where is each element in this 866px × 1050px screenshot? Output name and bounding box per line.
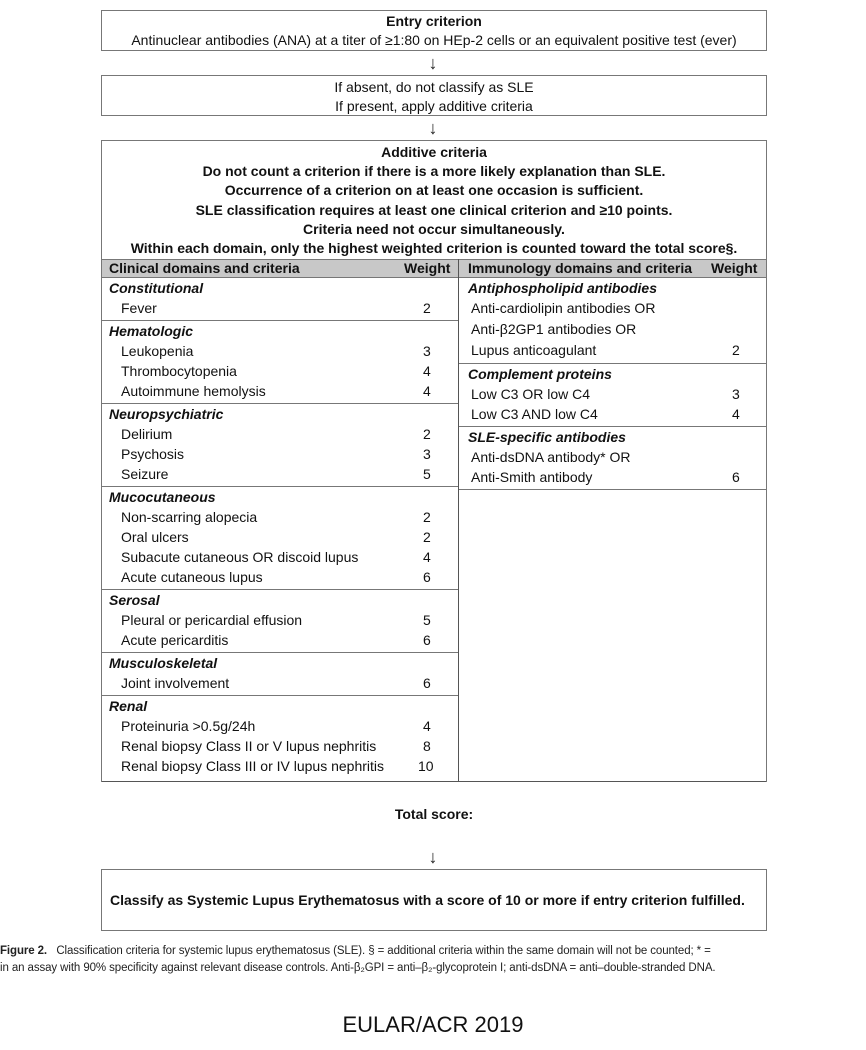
criterion-row: Fever 2 (121, 300, 431, 316)
rule: Do not count a criterion if there is a more likely explanation than SLE. (202, 163, 666, 180)
criterion-row: Psychosis 3 (121, 446, 431, 462)
classification-text: Classify as Systemic Lupus Erythematosus with a score of 10 or more if entry criterion fulfilled. (110, 892, 745, 908)
criterion-row: Renal biopsy Class II or V lupus nephritis 8 (121, 738, 431, 754)
domain-title: Antiphospholipid antibodies (468, 280, 657, 296)
domain-title: Constitutional (109, 280, 204, 296)
criterion-row: Thrombocytopenia 4 (121, 363, 431, 379)
criterion-row: Leukopenia 3 (121, 343, 431, 359)
criterion-row: Acute pericarditis 6 (121, 632, 431, 648)
domain-title: Hematologic (109, 323, 194, 339)
domain-antiphospholipid (459, 278, 766, 364)
clinical-header: Clinical domains and criteria (109, 260, 300, 276)
immunology-header: Immunology domains and criteria (468, 260, 693, 276)
domain-serosal (102, 590, 458, 653)
immunology-domains (459, 278, 766, 490)
criterion-row: Delirium 2 (121, 426, 431, 442)
domain-title: SLE-specific antibodies (468, 429, 626, 445)
down-arrow-icon: ↓ (428, 847, 438, 867)
domain-title: Musculoskeletal (109, 655, 218, 671)
additive-rules (102, 141, 766, 258)
caption-line-1: Classification criteria for systemic lupus erythematosus (SLE). § = additional criteria within the same domain will not be counted; * = (56, 945, 711, 957)
domain-title: Renal (109, 698, 148, 714)
domain-complement (459, 364, 766, 427)
criterion-row: Renal biopsy Class III or IV lupus nephritis 10 (121, 758, 434, 774)
immunology-weight-header: Weight (711, 260, 758, 276)
criterion-row: Subacute cutaneous OR discoid lupus 4 (121, 549, 431, 565)
criterion-row: Anti-Smith antibody 6 (471, 469, 740, 485)
down-arrow-icon: ↓ (428, 53, 438, 73)
source-label: EULAR/ACR 2019 (342, 1012, 524, 1037)
figure-label: Figure 2. (0, 945, 48, 957)
criterion-row: Anti-dsDNA antibody* OR (471, 449, 631, 465)
domain-constitutional (102, 278, 458, 321)
criterion-row: Non-scarring alopecia 2 (121, 509, 431, 525)
criterion-row: Joint involvement 6 (121, 675, 431, 691)
domain-mucocutaneous (102, 487, 458, 590)
gate-present-text: If present, apply additive criteria (335, 98, 533, 114)
rule: SLE classification requires at least one clinical criterion and ≥10 points. (195, 201, 673, 218)
domain-musculoskeletal (102, 653, 458, 696)
domain-title: Mucocutaneous (109, 489, 216, 505)
entry-criterion-box (101, 10, 767, 51)
domain-hematologic (102, 321, 458, 404)
domain-title: Neuropsychiatric (109, 406, 224, 422)
criterion-row: Low C3 AND low C4 4 (471, 406, 740, 422)
domain-renal (102, 696, 458, 778)
clinical-weight-header: Weight (404, 260, 451, 276)
figure-caption (0, 943, 866, 977)
criterion-row: Seizure 5 (121, 466, 431, 482)
domain-sle-specific (459, 427, 766, 490)
gate-absent-text: If absent, do not classify as SLE (334, 79, 534, 95)
criterion-row: Low C3 OR low C4 3 (471, 386, 740, 402)
entry-criterion-text: Antinuclear antibodies (ANA) at a titer of ≥1:80 on HEp-2 cells or an equivalent positive test (ever) (131, 32, 737, 48)
domain-neuropsychiatric (102, 404, 458, 487)
entry-gate-box (101, 75, 767, 116)
criterion-row: Proteinuria >0.5g/24h 4 (121, 718, 431, 734)
criterion-row: Anti-β2GP1 antibodies OR (471, 321, 637, 337)
total-divider (102, 781, 766, 782)
clinical-domains (102, 278, 458, 778)
criterion-row: Pleural or pericardial effusion 5 (121, 612, 431, 628)
additive-title: Additive criteria (381, 144, 487, 160)
down-arrow-icon: ↓ (428, 118, 438, 138)
domain-title: Serosal (109, 592, 160, 608)
total-score-label: Total score: (394, 806, 474, 822)
criterion-row: Acute cutaneous lupus 6 (121, 569, 431, 585)
rule: Criteria need not occur simultaneously. (303, 220, 565, 237)
criterion-row: Oral ulcers 2 (121, 529, 431, 545)
criteria-table-header (102, 259, 766, 278)
caption-line-2: in an assay with 90% specificity against relevant disease controls. Anti-β₂GPI = anti–β₂-glycoprotein I; anti-dsDNA = anti–double-stranded DNA. (0, 962, 716, 974)
criterion-row: Autoimmune hemolysis 4 (121, 383, 431, 399)
additive-criteria-box (101, 140, 767, 822)
rule: Within each domain, only the highest weighted criterion is counted toward the total score§. (130, 240, 738, 257)
criterion-row: Anti-cardiolipin antibodies OR (471, 300, 656, 316)
classification-box (101, 869, 767, 931)
entry-criterion-title: Entry criterion (386, 13, 482, 29)
rule: Occurrence of a criterion on at least one occasion is sufficient. (224, 182, 644, 199)
criterion-row: Lupus anticoagulant 2 (471, 342, 740, 358)
domain-title: Complement proteins (468, 366, 612, 382)
